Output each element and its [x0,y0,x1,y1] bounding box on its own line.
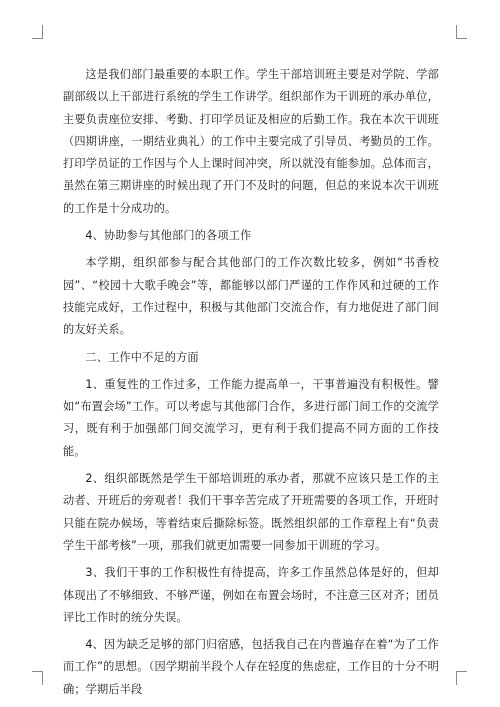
paragraph-training-class-duty: 这是我们部门最重要的本职工作。学生干部培训班主要是对学院、学部副部级以上干部进行系统的学生工作讲学。组织部作为干训班的承办单位，主要负责座位安排、考勤、打印学员证及相应的后勤工作。我在本次干训班（四期讲座，一期结业典礼）的工作中主要完成了引导员、考勤员的工作。打印学员证的工作因与个人上课时间冲突，所以就没有能参加。总体而言，虽然在第三期讲座的时候出现了开门不及时的问题，但总的来说本次干训班的工作是十分成功的。 [63,68,439,215]
heading-assist-other-departments: 4、协助参与其他部门的各项工作 [85,229,252,243]
crop-mark-bottom-left [32,671,43,685]
document-body [63,64,439,706]
crop-mark-top-right [456,25,467,39]
paragraph-shortcoming-3: 3、我们干事的工作积极性有待提高，许多工作虽然总体是好的，但却体现出了不够细致、不够严谨，例如在布置会场时，不注意三区对齐；团员评比工作时的统分失误。 [63,566,439,624]
paragraph-shortcoming-2: 2、组织部既然是学生干部培训班的承办者，那就不应该只是工作的主动者、开班后的旁观者！我们干事辛苦完成了开班需要的各项工作，开班时只能在院办候场，等着结束后撕除标签。既然组织部的工作章程上有“负责学生干部考核”一项，那我们就更加需要一同参加干训班的学习。 [63,472,439,552]
crop-mark-top-left [32,25,43,39]
crop-mark-bottom-right [456,671,467,685]
paragraph-shortcoming-1: 1、重复性的工作过多，工作能力提高单一，干事普遍没有积极性。譬如“布置会场”工作。可以考虑与其他部门合作，多进行部门间工作的交流学习，既有利于加强部门间交流学习，更有利于我们提高不同方面的工作技能。 [63,377,439,458]
paragraph-shortcoming-4: 4、因为缺乏足够的部门归宿感，包括我自己在内普遍存在着“为了工作而工作”的思想。（因学期前半段个人存在轻度的焦虑症，工作目的十分不明确；学期后半段 [63,638,439,696]
heading-shortcomings: 二、工作中不足的方面 [85,350,199,364]
paragraph-cooperation: 本学期，组织部参与配合其他部门的工作次数比较多，例如“书香校园”、“校园十大歌手晚会”等，都能够以部门严谨的工作作风和过硬的工作技能完成好，工作过程中，积极与其他部门交流合作，有力地促进了部门间的友好关系。 [63,256,439,337]
